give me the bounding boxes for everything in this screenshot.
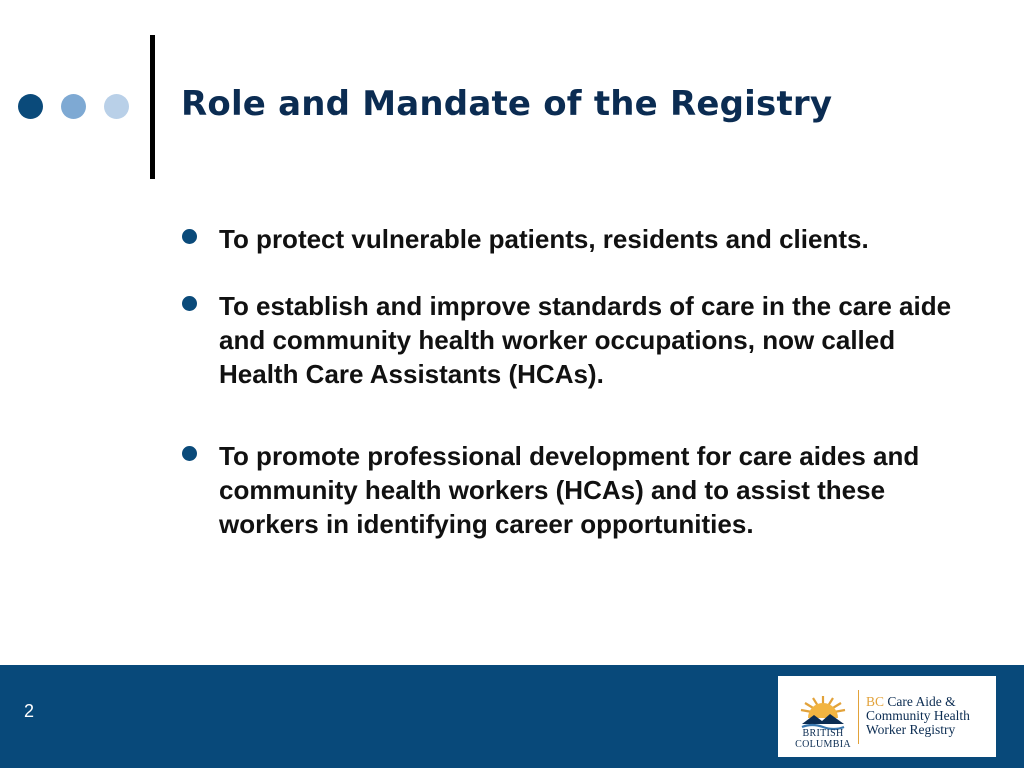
bullet-dot-icon xyxy=(182,296,197,311)
bullet-text: To protect vulnerable patients, residents and clients. xyxy=(219,224,869,254)
bullet-dot-icon xyxy=(182,446,197,461)
dot-dark xyxy=(18,94,43,119)
bullet-text: To establish and improve standards of care in the care aide and community health worker occupations, now called Health Care Assistants (HCAs). xyxy=(219,291,952,389)
bullet-dot-icon xyxy=(182,229,197,244)
bullet-item xyxy=(181,439,981,541)
title-divider-line xyxy=(150,35,155,179)
decorative-dots xyxy=(18,94,138,122)
slide-title: Role and Mandate of the Registry xyxy=(181,84,833,124)
bullet-list xyxy=(181,222,981,574)
bullet-text: To promote professional development for care aides and community health workers (HCAs) and to assist these workers in identifying career opportunities. xyxy=(219,441,920,539)
page-number: 2 xyxy=(24,701,35,721)
dot-medium xyxy=(61,94,86,119)
registry-logo xyxy=(778,676,996,757)
logo-divider xyxy=(858,690,859,744)
dot-light xyxy=(104,94,129,119)
bullet-item xyxy=(181,222,981,256)
british-columbia-wordmark: BRITISH COLUMBIA xyxy=(795,728,851,750)
footer-bar xyxy=(0,665,1024,768)
registry-wordmark: BC Care Aide & Community Health Worker Registry xyxy=(866,694,970,737)
bullet-item xyxy=(181,289,981,391)
